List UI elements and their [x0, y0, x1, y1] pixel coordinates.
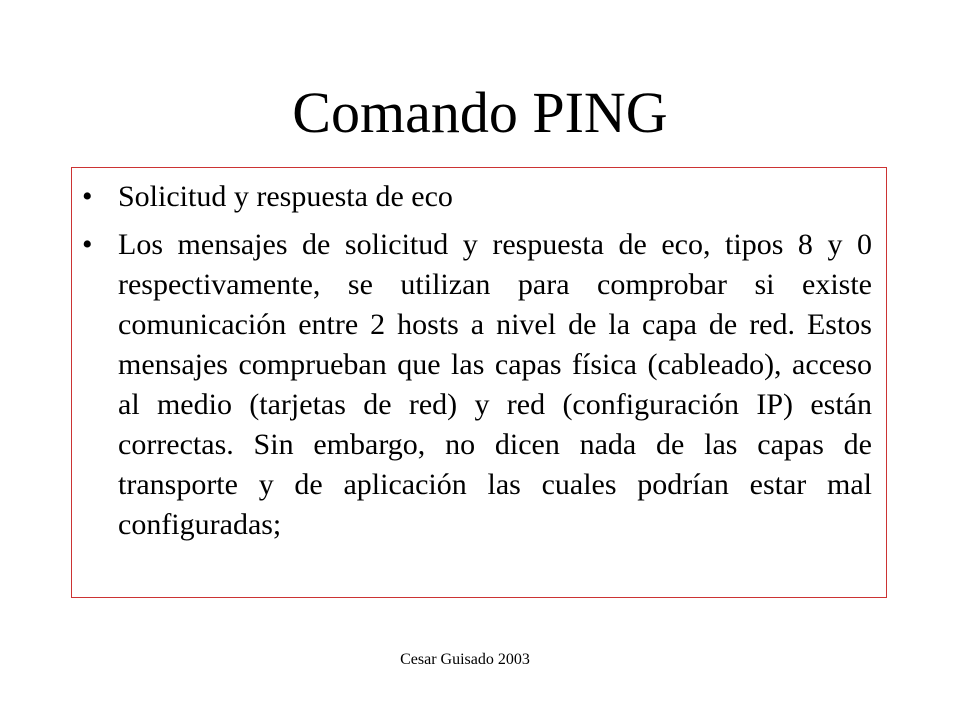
content-box [71, 167, 887, 598]
list-item [82, 177, 872, 217]
footer-author: Cesar Guisado 2003 [400, 651, 530, 668]
bullet-icon: • [82, 180, 93, 213]
list-item [82, 225, 872, 545]
bullet-text: Los mensajes de solicitud y respuesta de eco, tipos 8 y 0 respectivamente, se utilizan para comprobar si existe comunicación entre 2 hosts a nivel de la capa de red. Estos mensajes comprueban que las capas física (cableado), acceso al medio (tarjetas de red) y red (configuración IP) están correctas. Sin embargo, no dicen nada de las capas de transporte y de aplicación las cuales podrían estar mal configuradas; [118, 228, 872, 541]
bullet-text: Solicitud y respuesta de eco [118, 180, 453, 213]
slide-title: Comando PING [292, 80, 668, 145]
bullet-list [82, 177, 872, 553]
bullet-icon: • [82, 228, 93, 261]
